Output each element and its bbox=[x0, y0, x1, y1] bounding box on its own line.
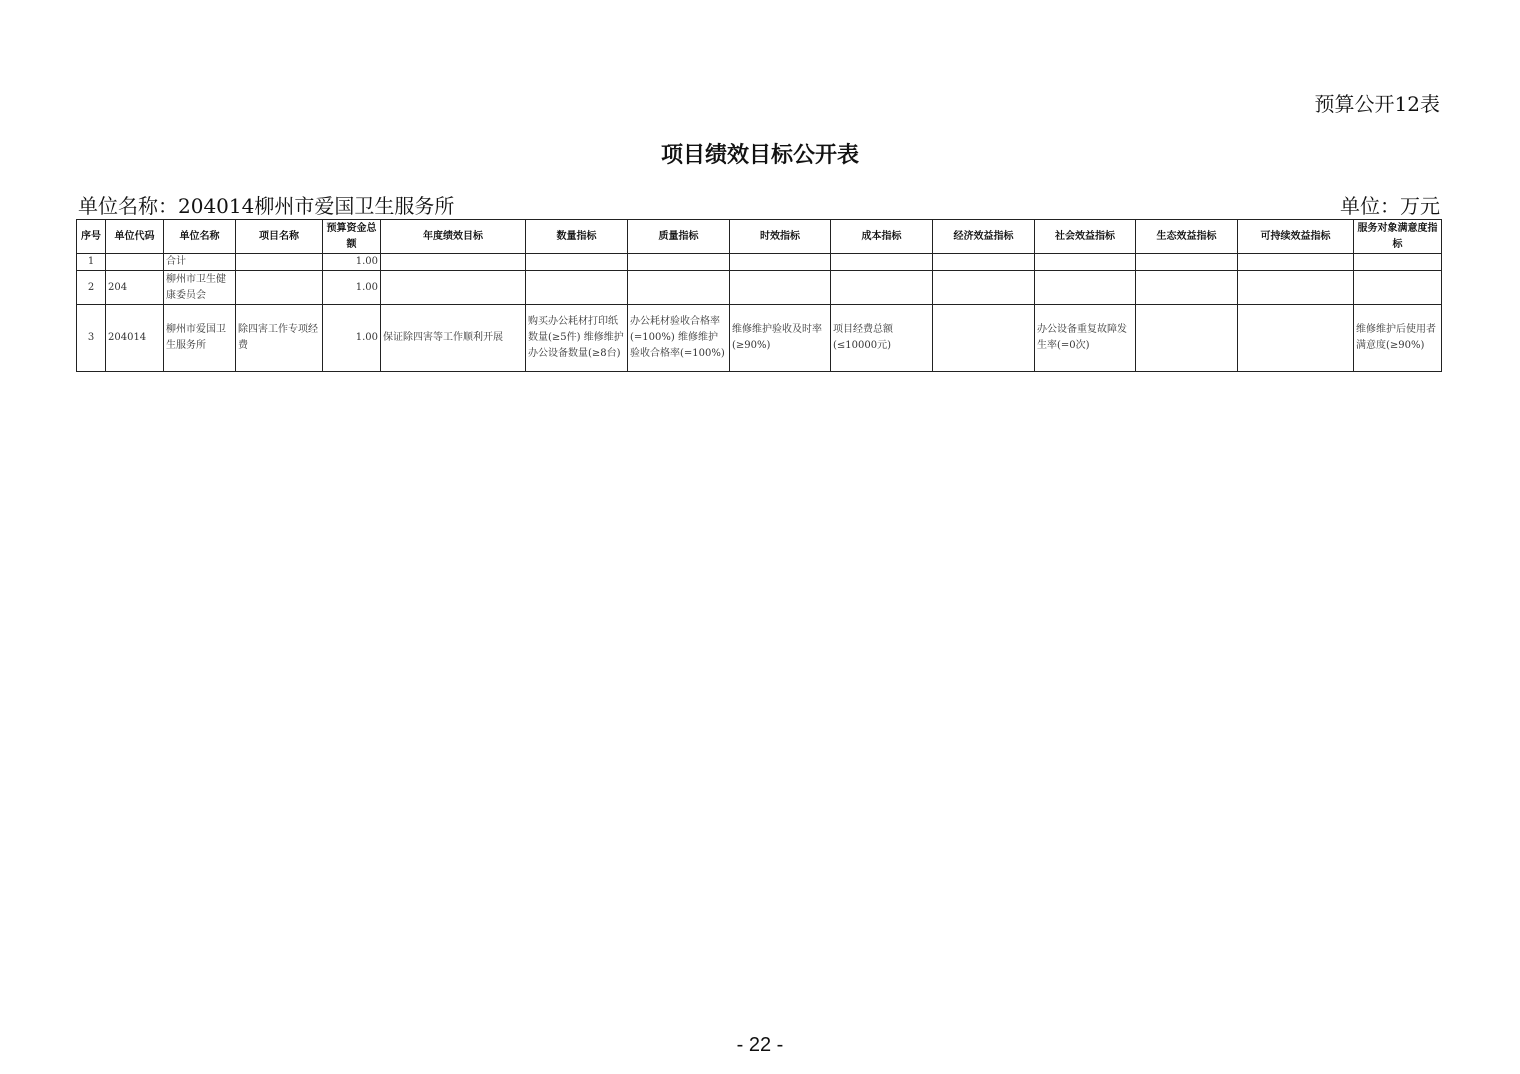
col-header: 预算资金总额 bbox=[323, 220, 381, 254]
unit-name: 单位名称：204014柳州市爱国卫生服务所 bbox=[78, 194, 455, 218]
cell-satisfaction bbox=[1354, 271, 1442, 305]
table-row bbox=[77, 271, 1442, 305]
unit-label: 单位：万元 bbox=[1340, 194, 1440, 218]
cell-quality bbox=[628, 271, 730, 305]
col-header: 单位代码 bbox=[106, 220, 164, 254]
page-title: 项目绩效目标公开表 bbox=[660, 143, 859, 168]
cell-timeliness bbox=[730, 271, 831, 305]
performance-table bbox=[76, 219, 1442, 372]
cell-annual-goal: 保证除四害等工作顺利开展 bbox=[381, 305, 526, 372]
col-header: 数量指标 bbox=[526, 220, 628, 254]
table-header-row bbox=[77, 220, 1442, 254]
cell-sustainable bbox=[1238, 305, 1354, 372]
cell-social bbox=[1035, 271, 1136, 305]
cell-quantity bbox=[526, 254, 628, 271]
cell-cost bbox=[831, 254, 933, 271]
cell-unit-code: 204014 bbox=[106, 305, 164, 372]
cell-project-name: 除四害工作专项经费 bbox=[236, 305, 323, 372]
cell-budget: 1.00 bbox=[323, 271, 381, 305]
col-header: 可持续效益指标 bbox=[1238, 220, 1354, 254]
cell-timeliness: 维修维护验收及时率(≥90%) bbox=[730, 305, 831, 372]
cell-quality bbox=[628, 254, 730, 271]
cell-sustainable bbox=[1238, 254, 1354, 271]
col-header: 年度绩效目标 bbox=[381, 220, 526, 254]
cell-social: 办公设备重复故障发生率(=0次) bbox=[1035, 305, 1136, 372]
cell-cost bbox=[831, 271, 933, 305]
cell-economic bbox=[933, 254, 1035, 271]
col-header: 生态效益指标 bbox=[1136, 220, 1238, 254]
col-header: 序号 bbox=[77, 220, 106, 254]
col-header: 服务对象满意度指标 bbox=[1354, 220, 1442, 254]
cell-unit-name: 柳州市爱国卫生服务所 bbox=[164, 305, 236, 372]
col-header: 时效指标 bbox=[730, 220, 831, 254]
table-row bbox=[77, 254, 1442, 271]
table-number: 预算公开12表 bbox=[1314, 92, 1440, 116]
cell-social bbox=[1035, 254, 1136, 271]
page-number: - 22 - bbox=[736, 1034, 784, 1056]
cell-satisfaction bbox=[1354, 254, 1442, 271]
cell-satisfaction: 维修维护后使用者满意度(≥90%) bbox=[1354, 305, 1442, 372]
cell-ecological bbox=[1136, 305, 1238, 372]
cell-unit-code bbox=[106, 254, 164, 271]
cell-economic bbox=[933, 271, 1035, 305]
col-header: 项目名称 bbox=[236, 220, 323, 254]
cell-cost: 项目经费总额(≤10000元) bbox=[831, 305, 933, 372]
cell-budget: 1.00 bbox=[323, 254, 381, 271]
cell-ecological bbox=[1136, 271, 1238, 305]
cell-budget: 1.00 bbox=[323, 305, 381, 372]
cell-timeliness bbox=[730, 254, 831, 271]
cell-index: 3 bbox=[77, 305, 106, 372]
col-header: 单位名称 bbox=[164, 220, 236, 254]
cell-quantity: 购买办公耗材打印纸数量(≥5件) 维修维护办公设备数量(≥8台) bbox=[526, 305, 628, 372]
cell-economic bbox=[933, 305, 1035, 372]
cell-quality: 办公耗材验收合格率(=100%) 维修维护验收合格率(=100%) bbox=[628, 305, 730, 372]
cell-quantity bbox=[526, 271, 628, 305]
col-header: 社会效益指标 bbox=[1035, 220, 1136, 254]
cell-project-name bbox=[236, 271, 323, 305]
cell-unit-name: 柳州市卫生健康委员会 bbox=[164, 271, 236, 305]
col-header: 成本指标 bbox=[831, 220, 933, 254]
col-header: 经济效益指标 bbox=[933, 220, 1035, 254]
col-header: 质量指标 bbox=[628, 220, 730, 254]
cell-index: 2 bbox=[77, 271, 106, 305]
cell-index: 1 bbox=[77, 254, 106, 271]
cell-sustainable bbox=[1238, 271, 1354, 305]
cell-annual-goal bbox=[381, 254, 526, 271]
cell-annual-goal bbox=[381, 271, 526, 305]
cell-unit-name: 合计 bbox=[164, 254, 236, 271]
cell-ecological bbox=[1136, 254, 1238, 271]
cell-unit-code: 204 bbox=[106, 271, 164, 305]
table-row bbox=[77, 305, 1442, 372]
cell-project-name bbox=[236, 254, 323, 271]
